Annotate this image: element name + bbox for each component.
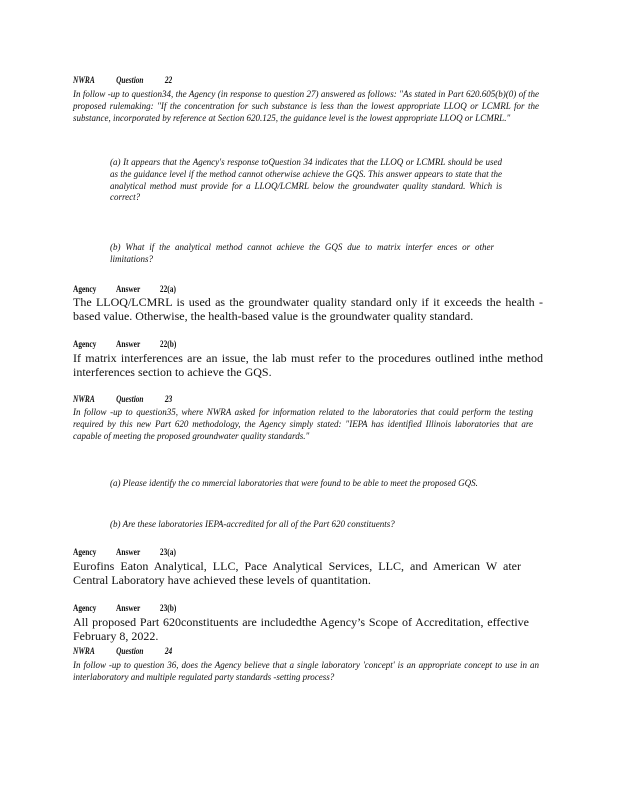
- answer-23a-heading: Agency Answer 23(a): [73, 547, 176, 557]
- answer-22b-text: If matrix interferences are an issue, the lab must refer to the procedures outlined inthe method interferences section to achieve the GQS.: [73, 351, 543, 379]
- question-24-heading: NWRA Question 24: [73, 646, 173, 656]
- question-23-heading: NWRA Question 23: [73, 394, 173, 404]
- question-22b-text: (b) What if the analytical method cannot achieve the GQS due to matrix interfer ences or other limitations?: [110, 242, 494, 264]
- answer-22b-heading: Agency Answer 22(b): [73, 339, 177, 349]
- heading-org: NWRA: [73, 75, 95, 85]
- question-23-text: In follow -up to question35, where NWRA asked for information related to the laboratories that could perform the testing required by this new Part 620 methodology, the Agency simply stated: "IEPA has identified Illinois laboratories that are capable of meeting the proposed groundwater quality standards.": [73, 407, 533, 441]
- question-22a-text: (a) It appears that the Agency's response toQuestion 34 indicates that the LLOQ or LCMRL should be used as the guidance level if the method cannot otherwise achieve the GQS. This answer appears to state that the analytical method must provide for a LLOQ/LCMRL below the groundwater quality standard. Which is correct?: [110, 157, 502, 203]
- answer-23b-heading: Agency Answer 23(b): [73, 603, 177, 613]
- question-24-text: In follow -up to question 36, does the Agency believe that a single laboratory 'concept' is an appropriate concept to use in an interlaboratory and multiple regulated party standards -setting process?: [73, 660, 539, 682]
- answer-23a-text: Eurofins Eaton Analytical, LLC, Pace Analytical Services, LLC, and American W ater Central Laboratory have achieved these levels of quantitation.: [73, 559, 521, 587]
- answer-22a-text: The LLOQ/LCMRL is used as the groundwater quality standard only if it exceeds the health -based value. Otherwise, the health-based value is the groundwater quality standard.: [73, 295, 543, 323]
- question-22-text: In follow -up to question34, the Agency (in response to question 27) answered as follows: "As stated in Part 620.605(b)(0) of the proposed rulemaking: "If the concentration for such substance is less than the lowest appropriate LLOQ or LCMRL for the substance, incorporated by reference at Section 620.125, the guidance level is the lowest appropriate LLOQ or LCMRL.": [73, 89, 539, 123]
- question-22-heading: [73, 75, 194, 85]
- heading-number: 22: [164, 75, 173, 85]
- answer-22a-heading: Agency Answer 22(a): [73, 284, 176, 294]
- question-23b-text: (b) Are these laboratories IEPA-accredited for all of the Part 620 constituents?: [110, 519, 395, 529]
- answer-23b-text: All proposed Part 620constituents are includedthe Agency’s Scope of Accreditation, effective February 8, 2022.: [73, 615, 529, 643]
- heading-label: Question: [116, 75, 144, 85]
- question-23a-text: (a) Please identify the co mmercial laboratories that were found to be able to meet the proposed GQS.: [110, 478, 478, 488]
